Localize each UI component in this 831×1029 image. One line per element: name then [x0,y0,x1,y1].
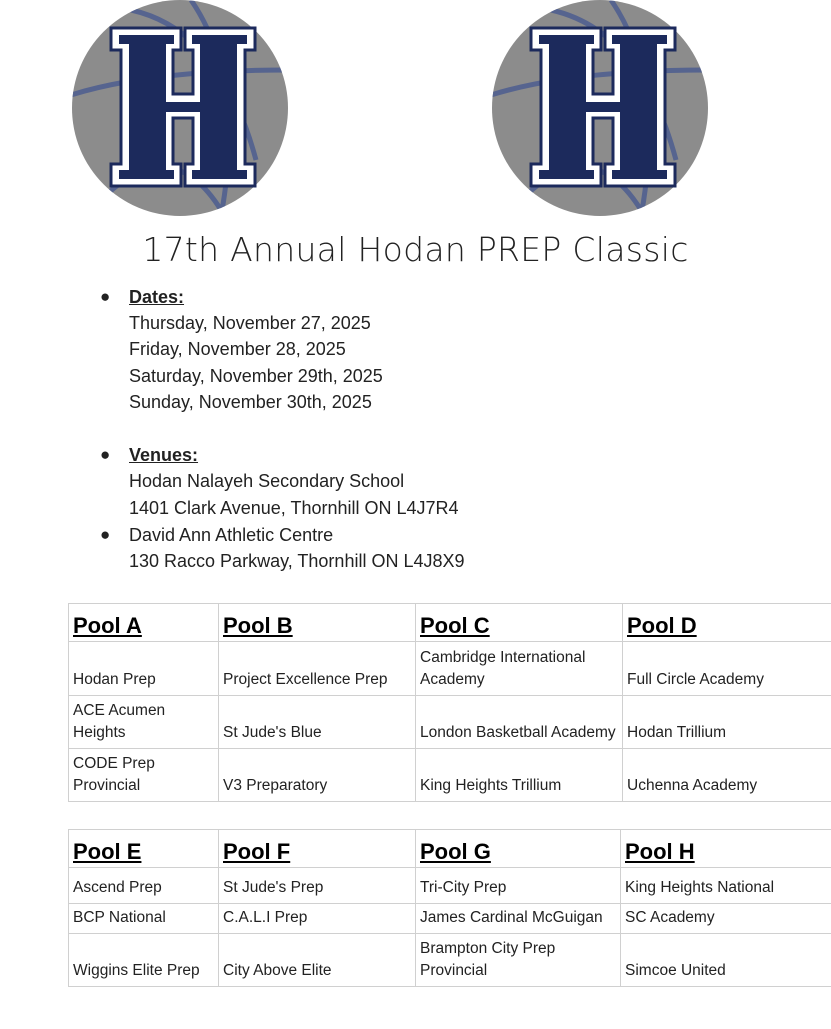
team-name: Tri-City Prep [416,868,621,904]
venue-address: 1401 Clark Avenue, Thornhill ON L4J7R4 [129,498,459,518]
team-name: Simcoe United [621,934,831,987]
pools-table-e-h [68,829,831,987]
team-name: Full Circle Academy [623,642,831,696]
team-name: Hodan Trillium [623,696,831,749]
table-row [69,642,831,696]
team-name: London Basketball Academy [416,696,623,749]
pool-header: Pool E [69,830,219,868]
team-name: Ascend Prep [69,868,219,904]
pool-header: Pool C [416,604,623,642]
table-row [69,934,831,987]
pool-header: Pool F [219,830,416,868]
team-name: St Jude's Prep [219,868,416,904]
team-name: Project Excellence Prep [219,642,416,696]
bullet-icon: ● [100,525,111,544]
team-name: City Above Elite [219,934,416,987]
team-name: Uchenna Academy [623,749,831,802]
team-name: King Heights National [621,868,831,904]
table-row [69,904,831,934]
team-name: C.A.L.I Prep [219,904,416,934]
venue-address: 130 Racco Parkway, Thornhill ON L4J8X9 [129,551,465,571]
venue-name: Hodan Nalayeh Secondary School [129,471,405,491]
team-name: St Jude's Blue [219,696,416,749]
team-name: Wiggins Elite Prep [69,934,219,987]
team-name: CODE Prep Provincial [69,749,219,802]
team-name: SC Academy [621,904,831,934]
pool-header-row [69,604,831,642]
date-item: Saturday, November 29th, 2025 [129,366,383,386]
pool-header: Pool D [623,604,831,642]
team-name: ACE Acumen Heights [69,696,219,749]
table-row [69,696,831,749]
team-name: Cambridge International Academy [416,642,623,696]
table-row [69,749,831,802]
team-name: James Cardinal McGuigan [416,904,621,934]
date-item: Sunday, November 30th, 2025 [129,392,372,412]
date-item: Thursday, November 27, 2025 [129,313,371,333]
team-name: Hodan Prep [69,642,219,696]
bullet-icon: ● [100,445,111,464]
bullet-icon: ● [100,287,111,306]
school-logo-right [491,0,709,216]
pools-table-a-d [68,603,831,802]
team-name: King Heights Trillium [416,749,623,802]
venue-name: David Ann Athletic Centre [129,525,334,545]
team-name: Brampton City Prep Provincial [416,934,621,987]
pool-header: Pool G [416,830,621,868]
pool-header-row [69,830,831,868]
team-name: V3 Preparatory [219,749,416,802]
pool-header: Pool H [621,830,831,868]
pool-header: Pool B [219,604,416,642]
date-item: Friday, November 28, 2025 [129,339,346,359]
pool-header: Pool A [69,604,219,642]
dates-label: Dates: [129,287,185,307]
venues-label: Venues: [129,445,199,465]
page-title: 17th Annual Hodan PREP Classic [142,230,689,269]
school-logo-left [71,0,289,216]
team-name: BCP National [69,904,219,934]
table-row [69,868,831,904]
